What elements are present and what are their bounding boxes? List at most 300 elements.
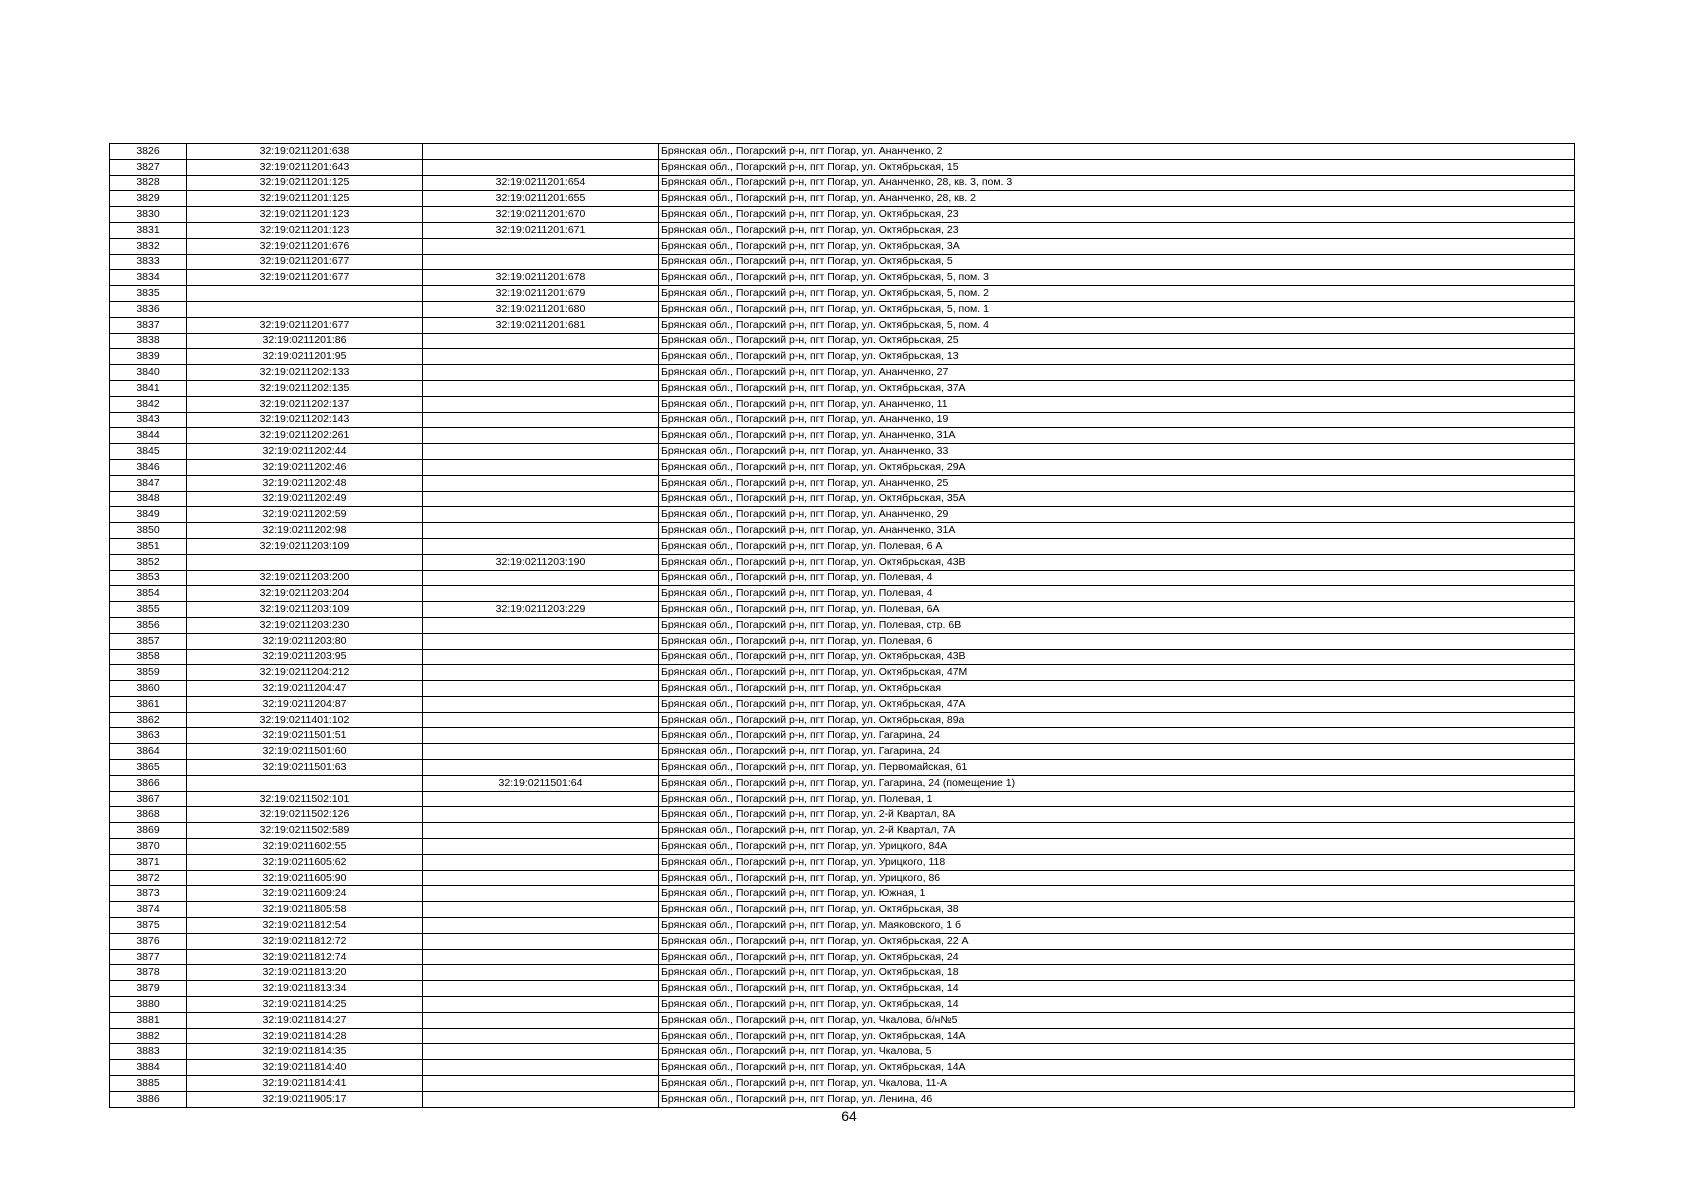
table-row: [110, 981, 1575, 997]
object-number-cell: [423, 507, 659, 523]
property-registry-table: [109, 143, 1575, 1108]
object-number-cell: [423, 538, 659, 554]
row-number-cell: 3873: [110, 886, 187, 902]
row-number-cell: 3829: [110, 191, 187, 207]
cadastral-number-cell: 32:19:0211814:41: [187, 1076, 423, 1092]
table-row: [110, 712, 1575, 728]
object-number-cell: 32:19:0211203:190: [423, 554, 659, 570]
object-number-cell: [423, 965, 659, 981]
table-row: [110, 459, 1575, 475]
address-cell: Брянская обл., Погарский р-н, пгт Погар, ул. Октябрьская: [659, 681, 1575, 697]
table-row: [110, 744, 1575, 760]
address-cell: Брянская обл., Погарский р-н, пгт Погар, ул. Октябрьская, 25: [659, 333, 1575, 349]
cadastral-number-cell: 32:19:0211201:638: [187, 144, 423, 160]
cadastral-number-cell: 32:19:0211201:676: [187, 238, 423, 254]
cadastral-number-cell: 32:19:0211201:125: [187, 191, 423, 207]
row-number-cell: 3867: [110, 791, 187, 807]
cadastral-number-cell: 32:19:0211501:51: [187, 728, 423, 744]
object-number-cell: [423, 1076, 659, 1092]
table-row: [110, 1028, 1575, 1044]
address-cell: Брянская обл., Погарский р-н, пгт Погар, ул. Гагарина, 24: [659, 744, 1575, 760]
address-cell: Брянская обл., Погарский р-н, пгт Погар, ул. Октябрьская, 14: [659, 981, 1575, 997]
table-row: [110, 1012, 1575, 1028]
object-number-cell: [423, 807, 659, 823]
row-number-cell: 3865: [110, 760, 187, 776]
cadastral-number-cell: 32:19:0211202:261: [187, 428, 423, 444]
row-number-cell: 3875: [110, 918, 187, 934]
address-cell: Брянская обл., Погарский р-н, пгт Погар, ул. Ананченко, 31А: [659, 428, 1575, 444]
cadastral-number-cell: 32:19:0211502:589: [187, 823, 423, 839]
row-number-cell: 3872: [110, 870, 187, 886]
cadastral-number-cell: 32:19:0211201:123: [187, 207, 423, 223]
cadastral-number-cell: 32:19:0211814:25: [187, 997, 423, 1013]
row-number-cell: 3850: [110, 523, 187, 539]
address-cell: Брянская обл., Погарский р-н, пгт Погар, ул. Маяковского, 1 б: [659, 918, 1575, 934]
object-number-cell: [423, 854, 659, 870]
address-cell: Брянская обл., Погарский р-н, пгт Погар, ул. Октябрьская, 14: [659, 997, 1575, 1013]
page-number: 64: [841, 1108, 857, 1124]
table-row: [110, 617, 1575, 633]
object-number-cell: 32:19:0211201:678: [423, 270, 659, 286]
table-row: [110, 523, 1575, 539]
table-row: [110, 760, 1575, 776]
address-cell: Брянская обл., Погарский р-н, пгт Погар, ул. Октябрьская, 15: [659, 159, 1575, 175]
address-cell: Брянская обл., Погарский р-н, пгт Погар, ул. Октябрьская, 38: [659, 902, 1575, 918]
address-cell: Брянская обл., Погарский р-н, пгт Погар, ул. Гагарина, 24: [659, 728, 1575, 744]
table-row: [110, 918, 1575, 934]
object-number-cell: 32:19:0211203:229: [423, 602, 659, 618]
table-row: [110, 823, 1575, 839]
address-cell: Брянская обл., Погарский р-н, пгт Погар, ул. Ананченко, 31А: [659, 523, 1575, 539]
address-cell: Брянская обл., Погарский р-н, пгт Погар, ул. Октябрьская, 24: [659, 949, 1575, 965]
object-number-cell: [423, 412, 659, 428]
cadastral-number-cell: 32:19:0211202:48: [187, 475, 423, 491]
table-row: [110, 1060, 1575, 1076]
cadastral-number-cell: 32:19:0211605:90: [187, 870, 423, 886]
table-row: [110, 933, 1575, 949]
object-number-cell: [423, 444, 659, 460]
cadastral-number-cell: 32:19:0211203:109: [187, 602, 423, 618]
address-cell: Брянская обл., Погарский р-н, пгт Погар, ул. Урицкого, 84А: [659, 839, 1575, 855]
table-row: [110, 144, 1575, 160]
address-cell: Брянская обл., Погарский р-н, пгт Погар, ул. Полевая, 1: [659, 791, 1575, 807]
cadastral-number-cell: 32:19:0211814:28: [187, 1028, 423, 1044]
object-number-cell: [423, 823, 659, 839]
row-number-cell: 3861: [110, 696, 187, 712]
table-row: [110, 775, 1575, 791]
cadastral-number-cell: 32:19:0211609:24: [187, 886, 423, 902]
object-number-cell: 32:19:0211201:671: [423, 222, 659, 238]
cadastral-number-cell: 32:19:0211805:58: [187, 902, 423, 918]
object-number-cell: [423, 570, 659, 586]
object-number-cell: [423, 617, 659, 633]
cadastral-number-cell: 32:19:0211202:98: [187, 523, 423, 539]
row-number-cell: 3847: [110, 475, 187, 491]
address-cell: Брянская обл., Погарский р-н, пгт Погар, ул. Октябрьская, 43В: [659, 554, 1575, 570]
table-row: [110, 870, 1575, 886]
row-number-cell: 3842: [110, 396, 187, 412]
table-row: [110, 681, 1575, 697]
table-row: [110, 586, 1575, 602]
object-number-cell: [423, 791, 659, 807]
cadastral-number-cell: 32:19:0211202:143: [187, 412, 423, 428]
object-number-cell: [423, 1044, 659, 1060]
row-number-cell: 3841: [110, 380, 187, 396]
row-number-cell: 3834: [110, 270, 187, 286]
table-row: [110, 412, 1575, 428]
cadastral-number-cell: 32:19:0211201:86: [187, 333, 423, 349]
cadastral-number-cell: 32:19:0211201:95: [187, 349, 423, 365]
table-row: [110, 491, 1575, 507]
table-row: [110, 965, 1575, 981]
row-number-cell: 3878: [110, 965, 187, 981]
object-number-cell: 32:19:0211201:680: [423, 301, 659, 317]
row-number-cell: 3856: [110, 617, 187, 633]
object-number-cell: 32:19:0211201:679: [423, 286, 659, 302]
cadastral-number-cell: 32:19:0211203:109: [187, 538, 423, 554]
row-number-cell: 3863: [110, 728, 187, 744]
address-cell: Брянская обл., Погарский р-н, пгт Погар, ул. Октябрьская, 14А: [659, 1028, 1575, 1044]
cadastral-number-cell: 32:19:0211602:55: [187, 839, 423, 855]
object-number-cell: [423, 665, 659, 681]
cadastral-number-cell: 32:19:0211813:20: [187, 965, 423, 981]
object-number-cell: [423, 523, 659, 539]
object-number-cell: [423, 633, 659, 649]
address-cell: Брянская обл., Погарский р-н, пгт Погар, ул. Октябрьская, 37А: [659, 380, 1575, 396]
table-row: [110, 649, 1575, 665]
table-row: [110, 191, 1575, 207]
address-cell: Брянская обл., Погарский р-н, пгт Погар, ул. Ананченко, 2: [659, 144, 1575, 160]
table-row: [110, 570, 1575, 586]
address-cell: Брянская обл., Погарский р-н, пгт Погар, ул. Октябрьская, 23: [659, 222, 1575, 238]
object-number-cell: [423, 949, 659, 965]
row-number-cell: 3831: [110, 222, 187, 238]
cadastral-number-cell: 32:19:0211202:46: [187, 459, 423, 475]
address-cell: Брянская обл., Погарский р-н, пгт Погар, ул. Чкалова, 5: [659, 1044, 1575, 1060]
address-cell: Брянская обл., Погарский р-н, пгт Погар, ул. Чкалова, б/н№5: [659, 1012, 1575, 1028]
object-number-cell: [423, 902, 659, 918]
table-row: [110, 222, 1575, 238]
row-number-cell: 3826: [110, 144, 187, 160]
row-number-cell: 3853: [110, 570, 187, 586]
row-number-cell: 3830: [110, 207, 187, 223]
table-row: [110, 665, 1575, 681]
object-number-cell: [423, 333, 659, 349]
cadastral-number-cell: 32:19:0211814:35: [187, 1044, 423, 1060]
object-number-cell: [423, 918, 659, 934]
address-cell: Брянская обл., Погарский р-н, пгт Погар, ул. Октябрьская, 23: [659, 207, 1575, 223]
table-row: [110, 791, 1575, 807]
table-row: [110, 175, 1575, 191]
object-number-cell: [423, 475, 659, 491]
row-number-cell: 3862: [110, 712, 187, 728]
table-row: [110, 1091, 1575, 1107]
object-number-cell: [423, 396, 659, 412]
row-number-cell: 3885: [110, 1076, 187, 1092]
cadastral-number-cell: 32:19:0211814:40: [187, 1060, 423, 1076]
row-number-cell: 3883: [110, 1044, 187, 1060]
cadastral-number-cell: [187, 286, 423, 302]
row-number-cell: 3846: [110, 459, 187, 475]
row-number-cell: 3828: [110, 175, 187, 191]
cadastral-number-cell: 32:19:0211812:54: [187, 918, 423, 934]
cadastral-number-cell: 32:19:0211814:27: [187, 1012, 423, 1028]
table-row: [110, 949, 1575, 965]
table-row: [110, 633, 1575, 649]
address-cell: Брянская обл., Погарский р-н, пгт Погар, ул. Полевая, стр. 6В: [659, 617, 1575, 633]
row-number-cell: 3855: [110, 602, 187, 618]
address-cell: Брянская обл., Погарский р-н, пгт Погар, ул. Октябрьская, 35А: [659, 491, 1575, 507]
row-number-cell: 3870: [110, 839, 187, 855]
row-number-cell: 3880: [110, 997, 187, 1013]
table-row: [110, 159, 1575, 175]
object-number-cell: [423, 744, 659, 760]
cadastral-number-cell: 32:19:0211203:200: [187, 570, 423, 586]
cadastral-number-cell: 32:19:0211605:62: [187, 854, 423, 870]
address-cell: Брянская обл., Погарский р-н, пгт Погар, ул. Октябрьская, 5, пом. 2: [659, 286, 1575, 302]
object-number-cell: [423, 586, 659, 602]
row-number-cell: 3886: [110, 1091, 187, 1107]
object-number-cell: [423, 728, 659, 744]
object-number-cell: [423, 238, 659, 254]
table-row: [110, 428, 1575, 444]
table-row: [110, 507, 1575, 523]
address-cell: Брянская обл., Погарский р-н, пгт Погар, ул. Октябрьская, 3А: [659, 238, 1575, 254]
cadastral-number-cell: 32:19:0211201:677: [187, 317, 423, 333]
row-number-cell: 3845: [110, 444, 187, 460]
cadastral-number-cell: 32:19:0211401:102: [187, 712, 423, 728]
cadastral-number-cell: 32:19:0211204:87: [187, 696, 423, 712]
table-row: [110, 254, 1575, 270]
address-cell: Брянская обл., Погарский р-н, пгт Погар, ул. Полевая, 6 А: [659, 538, 1575, 554]
object-number-cell: 32:19:0211201:681: [423, 317, 659, 333]
cadastral-number-cell: 32:19:0211202:59: [187, 507, 423, 523]
cadastral-number-cell: 32:19:0211201:677: [187, 254, 423, 270]
table-row: [110, 349, 1575, 365]
object-number-cell: 32:19:0211201:670: [423, 207, 659, 223]
table-row: [110, 475, 1575, 491]
cadastral-number-cell: [187, 775, 423, 791]
row-number-cell: 3881: [110, 1012, 187, 1028]
address-cell: Брянская обл., Погарский р-н, пгт Погар, ул. Октябрьская, 89а: [659, 712, 1575, 728]
object-number-cell: [423, 365, 659, 381]
cadastral-number-cell: 32:19:0211204:47: [187, 681, 423, 697]
cadastral-number-cell: 32:19:0211813:34: [187, 981, 423, 997]
table-row: [110, 365, 1575, 381]
table-row: [110, 902, 1575, 918]
object-number-cell: [423, 997, 659, 1013]
address-cell: Брянская обл., Погарский р-н, пгт Погар, ул. Урицкого, 86: [659, 870, 1575, 886]
address-cell: Брянская обл., Погарский р-н, пгт Погар, ул. Полевая, 6: [659, 633, 1575, 649]
object-number-cell: 32:19:0211201:654: [423, 175, 659, 191]
table-row: [110, 444, 1575, 460]
cadastral-number-cell: 32:19:0211812:74: [187, 949, 423, 965]
object-number-cell: [423, 649, 659, 665]
address-cell: Брянская обл., Погарский р-н, пгт Погар, ул. Октябрьская, 5, пом. 3: [659, 270, 1575, 286]
row-number-cell: 3871: [110, 854, 187, 870]
table-row: [110, 1076, 1575, 1092]
cadastral-number-cell: 32:19:0211502:126: [187, 807, 423, 823]
address-cell: Брянская обл., Погарский р-н, пгт Погар, ул. Ананченко, 28, кв. 2: [659, 191, 1575, 207]
object-number-cell: [423, 1028, 659, 1044]
address-cell: Брянская обл., Погарский р-н, пгт Погар, ул. Ананченко, 25: [659, 475, 1575, 491]
object-number-cell: [423, 254, 659, 270]
table-row: [110, 554, 1575, 570]
row-number-cell: 3860: [110, 681, 187, 697]
table-row: [110, 286, 1575, 302]
address-cell: Брянская обл., Погарский р-н, пгт Погар, ул. Октябрьская, 5, пом. 4: [659, 317, 1575, 333]
table-row: [110, 396, 1575, 412]
address-cell: Брянская обл., Погарский р-н, пгт Погар, ул. 2-й Квартал, 8А: [659, 807, 1575, 823]
row-number-cell: 3854: [110, 586, 187, 602]
cadastral-number-cell: 32:19:0211202:49: [187, 491, 423, 507]
cadastral-number-cell: 32:19:0211501:60: [187, 744, 423, 760]
address-cell: Брянская обл., Погарский р-н, пгт Погар, ул. Ананченко, 27: [659, 365, 1575, 381]
object-number-cell: [423, 428, 659, 444]
object-number-cell: 32:19:0211501:64: [423, 775, 659, 791]
row-number-cell: 3884: [110, 1060, 187, 1076]
table-row: [110, 207, 1575, 223]
address-cell: Брянская обл., Погарский р-н, пгт Погар, ул. Октябрьская, 5: [659, 254, 1575, 270]
address-cell: Брянская обл., Погарский р-н, пгт Погар, ул. Полевая, 6А: [659, 602, 1575, 618]
object-number-cell: [423, 712, 659, 728]
cadastral-number-cell: 32:19:0211202:137: [187, 396, 423, 412]
table-row: [110, 696, 1575, 712]
address-cell: Брянская обл., Погарский р-н, пгт Погар, ул. Южная, 1: [659, 886, 1575, 902]
row-number-cell: 3840: [110, 365, 187, 381]
cadastral-number-cell: 32:19:0211203:95: [187, 649, 423, 665]
table-row: [110, 854, 1575, 870]
row-number-cell: 3866: [110, 775, 187, 791]
address-cell: Брянская обл., Погарский р-н, пгт Погар, ул. Ананченко, 29: [659, 507, 1575, 523]
row-number-cell: 3832: [110, 238, 187, 254]
object-number-cell: [423, 870, 659, 886]
address-cell: Брянская обл., Погарский р-н, пгт Погар, ул. Ананченко, 19: [659, 412, 1575, 428]
row-number-cell: 3852: [110, 554, 187, 570]
row-number-cell: 3844: [110, 428, 187, 444]
address-cell: Брянская обл., Погарский р-н, пгт Погар, ул. Октябрьская, 14А: [659, 1060, 1575, 1076]
cadastral-number-cell: 32:19:0211202:135: [187, 380, 423, 396]
table-row: [110, 807, 1575, 823]
address-cell: Брянская обл., Погарский р-н, пгт Погар, ул. Ананченко, 28, кв. 3, пом. 3: [659, 175, 1575, 191]
row-number-cell: 3858: [110, 649, 187, 665]
row-number-cell: 3838: [110, 333, 187, 349]
object-number-cell: [423, 159, 659, 175]
row-number-cell: 3876: [110, 933, 187, 949]
object-number-cell: [423, 380, 659, 396]
cadastral-number-cell: 32:19:0211502:101: [187, 791, 423, 807]
address-cell: Брянская обл., Погарский р-н, пгт Погар, ул. Ананченко, 11: [659, 396, 1575, 412]
object-number-cell: [423, 681, 659, 697]
row-number-cell: 3869: [110, 823, 187, 839]
address-cell: Брянская обл., Погарский р-н, пгт Погар, ул. Чкалова, 11-А: [659, 1076, 1575, 1092]
object-number-cell: [423, 349, 659, 365]
address-cell: Брянская обл., Погарский р-н, пгт Погар, ул. Октябрьская, 22 А: [659, 933, 1575, 949]
table-row: [110, 1044, 1575, 1060]
row-number-cell: 3882: [110, 1028, 187, 1044]
registry-table-body: [110, 144, 1575, 1108]
row-number-cell: 3868: [110, 807, 187, 823]
address-cell: Брянская обл., Погарский р-н, пгт Погар, ул. Гагарина, 24 (помещение 1): [659, 775, 1575, 791]
row-number-cell: 3839: [110, 349, 187, 365]
cadastral-number-cell: 32:19:0211202:44: [187, 444, 423, 460]
table-row: [110, 886, 1575, 902]
row-number-cell: 3837: [110, 317, 187, 333]
table-row: [110, 317, 1575, 333]
object-number-cell: 32:19:0211201:655: [423, 191, 659, 207]
row-number-cell: 3848: [110, 491, 187, 507]
address-cell: Брянская обл., Погарский р-н, пгт Погар, ул. Октябрьская, 43В: [659, 649, 1575, 665]
row-number-cell: 3833: [110, 254, 187, 270]
row-number-cell: 3879: [110, 981, 187, 997]
object-number-cell: [423, 1060, 659, 1076]
object-number-cell: [423, 1012, 659, 1028]
object-number-cell: [423, 144, 659, 160]
object-number-cell: [423, 981, 659, 997]
address-cell: Брянская обл., Погарский р-н, пгт Погар, ул. Ленина, 46: [659, 1091, 1575, 1107]
cadastral-number-cell: 32:19:0211202:133: [187, 365, 423, 381]
cadastral-number-cell: 32:19:0211201:643: [187, 159, 423, 175]
table-row: [110, 301, 1575, 317]
row-number-cell: 3857: [110, 633, 187, 649]
address-cell: Брянская обл., Погарский р-н, пгт Погар, ул. Полевая, 4: [659, 586, 1575, 602]
cadastral-number-cell: 32:19:0211201:123: [187, 222, 423, 238]
object-number-cell: [423, 886, 659, 902]
address-cell: Брянская обл., Погарский р-н, пгт Погар, ул. Октябрьская, 5, пом. 1: [659, 301, 1575, 317]
cadastral-number-cell: [187, 554, 423, 570]
cadastral-number-cell: 32:19:0211905:17: [187, 1091, 423, 1107]
address-cell: Брянская обл., Погарский р-н, пгт Погар, ул. Октябрьская, 13: [659, 349, 1575, 365]
address-cell: Брянская обл., Погарский р-н, пгт Погар, ул. Октябрьская, 18: [659, 965, 1575, 981]
row-number-cell: 3843: [110, 412, 187, 428]
cadastral-number-cell: 32:19:0211501:63: [187, 760, 423, 776]
row-number-cell: 3874: [110, 902, 187, 918]
table-row: [110, 997, 1575, 1013]
address-cell: Брянская обл., Погарский р-н, пгт Погар, ул. Октябрьская, 47А: [659, 696, 1575, 712]
address-cell: Брянская обл., Погарский р-н, пгт Погар, ул. Первомайская, 61: [659, 760, 1575, 776]
cadastral-number-cell: 32:19:0211201:125: [187, 175, 423, 191]
address-cell: Брянская обл., Погарский р-н, пгт Погар, ул. Октябрьская, 29А: [659, 459, 1575, 475]
table-row: [110, 602, 1575, 618]
row-number-cell: 3877: [110, 949, 187, 965]
row-number-cell: 3835: [110, 286, 187, 302]
object-number-cell: [423, 491, 659, 507]
cadastral-number-cell: 32:19:0211204:212: [187, 665, 423, 681]
address-cell: Брянская обл., Погарский р-н, пгт Погар, ул. Ананченко, 33: [659, 444, 1575, 460]
row-number-cell: 3849: [110, 507, 187, 523]
table-row: [110, 380, 1575, 396]
object-number-cell: [423, 839, 659, 855]
row-number-cell: 3827: [110, 159, 187, 175]
table-row: [110, 270, 1575, 286]
address-cell: Брянская обл., Погарский р-н, пгт Погар, ул. Октябрьская, 47М: [659, 665, 1575, 681]
address-cell: Брянская обл., Погарский р-н, пгт Погар, ул. 2-й Квартал, 7А: [659, 823, 1575, 839]
row-number-cell: 3836: [110, 301, 187, 317]
object-number-cell: [423, 760, 659, 776]
table-row: [110, 238, 1575, 254]
row-number-cell: 3851: [110, 538, 187, 554]
object-number-cell: [423, 1091, 659, 1107]
object-number-cell: [423, 933, 659, 949]
table-row: [110, 839, 1575, 855]
cadastral-number-cell: 32:19:0211203:204: [187, 586, 423, 602]
table-row: [110, 333, 1575, 349]
row-number-cell: 3859: [110, 665, 187, 681]
row-number-cell: 3864: [110, 744, 187, 760]
address-cell: Брянская обл., Погарский р-н, пгт Погар, ул. Полевая, 4: [659, 570, 1575, 586]
cadastral-number-cell: 32:19:0211203:230: [187, 617, 423, 633]
address-cell: Брянская обл., Погарский р-н, пгт Погар, ул. Урицкого, 118: [659, 854, 1575, 870]
